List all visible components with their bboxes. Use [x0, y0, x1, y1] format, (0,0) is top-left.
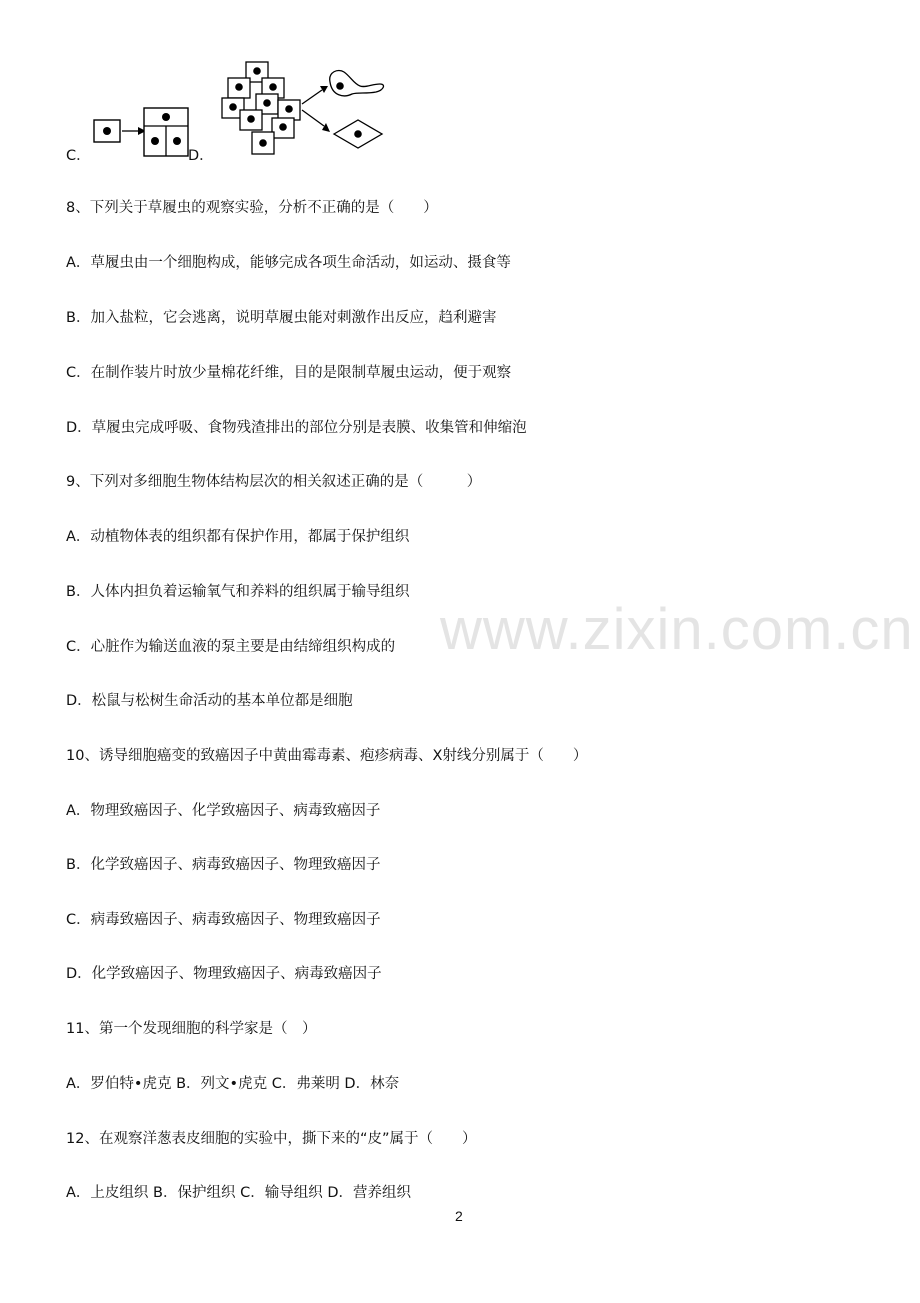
figure-row — [66, 60, 406, 170]
option-d-label: D． — [188, 148, 214, 164]
option-10d: D．化学致癌因子、物理致癌因子、病毒致癌因子 — [66, 966, 382, 982]
watermark: www.zixin.com.cn — [440, 597, 914, 662]
question-11: 11、第一个发现细胞的科学家是（ ） — [66, 1021, 317, 1037]
cell-division-diagram — [92, 104, 192, 160]
option-c-label: C． — [66, 148, 91, 164]
question-12: 12、在观察洋葱表皮细胞的实验中，撕下来的“皮”属于（ ） — [66, 1131, 477, 1147]
options-11: A．罗伯特•虎克 B．列文•虎克 C．弗莱明 D．林奈 — [66, 1076, 400, 1092]
option-10a: A．物理致癌因子、化学致癌因子、病毒致癌因子 — [66, 803, 381, 819]
option-9b: B．人体内担负着运输氧气和养料的组织属于输导组织 — [66, 584, 410, 600]
question-9: 9、下列对多细胞生物体结构层次的相关叙述正确的是（ ） — [66, 474, 482, 490]
question-10: 10、诱导细胞癌变的致癌因子中黄曲霉毒素、疱疹病毒、X射线分别属于（ ） — [66, 748, 588, 764]
option-10b: B．化学致癌因子、病毒致癌因子、物理致癌因子 — [66, 857, 381, 873]
option-9a: A．动植物体表的组织都有保护作用，都属于保护组织 — [66, 529, 410, 545]
option-8b: B．加入盐粒，它会逃离，说明草履虫能对刺激作出反应，趋利避害 — [66, 310, 497, 326]
option-9c: C．心脏作为输送血液的泵主要是由结缔组织构成的 — [66, 639, 396, 655]
option-8d: D．草履虫完成呼吸、食物残渣排出的部位分别是表膜、收集管和伸缩泡 — [66, 420, 527, 436]
option-10c: C．病毒致癌因子、病毒致癌因子、物理致癌因子 — [66, 912, 381, 928]
tissue-differentiation-diagram — [216, 60, 396, 160]
page-number: 2 — [455, 1208, 463, 1224]
option-8c: C．在制作装片时放少量棉花纤维，目的是限制草履虫运动，便于观察 — [66, 365, 512, 381]
options-12: A．上皮组织 B．保护组织 C．输导组织 D．营养组织 — [66, 1185, 411, 1201]
question-8: 8、下列关于草履虫的观察实验，分析不正确的是（ ） — [66, 200, 438, 216]
option-9d: D．松鼠与松树生命活动的基本单位都是细胞 — [66, 693, 353, 709]
option-8a: A．草履虫由一个细胞构成，能够完成各项生命活动，如运动、摄食等 — [66, 255, 511, 271]
